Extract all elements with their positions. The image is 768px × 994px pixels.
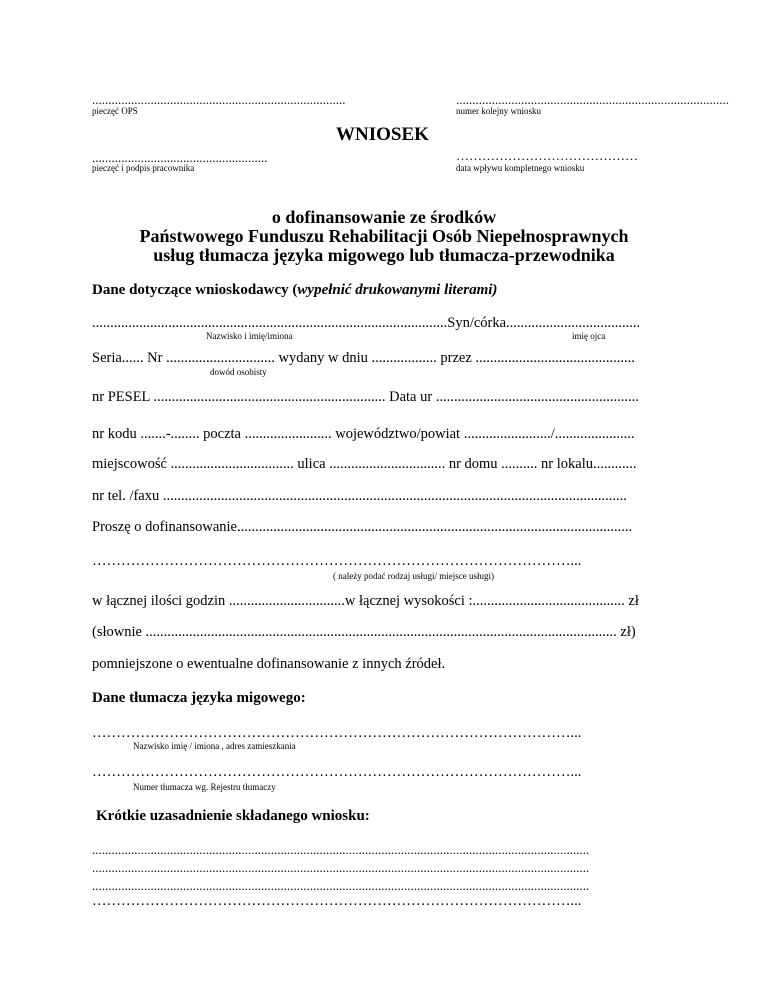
receipt-date-label: data wpływu kompletnego wniosku — [456, 163, 585, 173]
address-field[interactable]: miejscowość .................................. ulica ................................ nr domu .......... nr lokalu............ — [92, 456, 637, 472]
id-document-field[interactable]: Seria...... Nr .............................. wydany w dniu .................. przez ............................................ — [92, 350, 635, 366]
name-label: Nazwisko i imię/imiona — [206, 331, 293, 341]
ops-stamp-label: pieczęć OPS — [92, 106, 138, 116]
father-name-label: imię ojca — [572, 331, 606, 341]
name-field[interactable]: ..................................................................................................Syn/córka..................................... — [92, 315, 641, 331]
reduction-note: pomniejszone o ewentualne dofinansowanie z innych źródeł. — [92, 656, 446, 672]
subject-line-2: Państwowego Funduszu Rehabilitacji Osób Niepełnosprawnych — [139, 226, 629, 246]
interpreter-number-field[interactable]: ………………………………………………………………………………………... — [92, 764, 582, 780]
subject-line-3: usług tłumacza języka migowego lub tłumacza-przewodnika — [153, 245, 615, 265]
postal-region-field[interactable]: nr kodu .......-........ poczta ........................ województwo/powiat ......................../...................... — [92, 426, 635, 442]
document-title: WNIOSEK — [336, 124, 429, 145]
receipt-date-line: …………………………………… — [456, 148, 638, 163]
application-number-line: .................................................................................... — [456, 92, 729, 107]
subject-line-1: o dofinansowanie ze środków — [271, 207, 497, 227]
application-number-label: numer kolejny wniosku — [456, 106, 541, 116]
interpreter-name-label: Nazwisko imię / imiona , adres zamieszkania — [133, 741, 296, 751]
employee-signature-label: pieczęć i podpis pracownika — [92, 163, 195, 173]
id-document-label: dowód osobisty — [210, 367, 267, 377]
ops-stamp-line: .............................................................................. — [92, 92, 346, 107]
amount-in-words-field[interactable]: (słownie .................................................................................................................................. zł) — [92, 624, 636, 640]
justification-line-2[interactable]: ......................................................................................................................................................... — [92, 860, 590, 875]
interpreter-heading: Dane tłumacza języka migowego: — [92, 690, 306, 706]
employee-signature-line: ...................................................... — [92, 150, 268, 165]
applicant-heading: Dane dotyczące wnioskodawcy (wypełnić drukowanymi literami) — [92, 282, 498, 298]
phone-fax-field[interactable]: nr tel. /faxu ................................................................................................................................ — [92, 488, 627, 504]
justification-line-1[interactable]: ......................................................................................................................................................... — [92, 842, 590, 857]
hours-amount-field[interactable]: w łącznej ilości godzin ................................w łącznej wysokości :.......................................... zł — [92, 593, 639, 609]
pesel-birthdate-field[interactable]: nr PESEL ................................................................ Data ur ........................................................ — [92, 389, 639, 405]
interpreter-number-label: Numer tłumacza wg. Rejestru tłumaczy — [133, 782, 276, 792]
service-label: ( należy podać rodzaj usługi/ miejsce usługi) — [333, 571, 494, 581]
interpreter-name-field[interactable]: ………………………………………………………………………………………... — [92, 725, 582, 741]
service-field[interactable]: ………………………………………………………………………………………... — [92, 553, 582, 569]
justification-line-4[interactable]: ………………………………………………………………………………………... — [92, 893, 582, 909]
justification-heading: Krótkie uzasadnienie składanego wniosku: — [96, 808, 370, 824]
request-field[interactable]: Proszę o dofinansowanie............................................................................................................. — [92, 519, 633, 535]
justification-line-3[interactable]: ......................................................................................................................................................... — [92, 878, 590, 893]
